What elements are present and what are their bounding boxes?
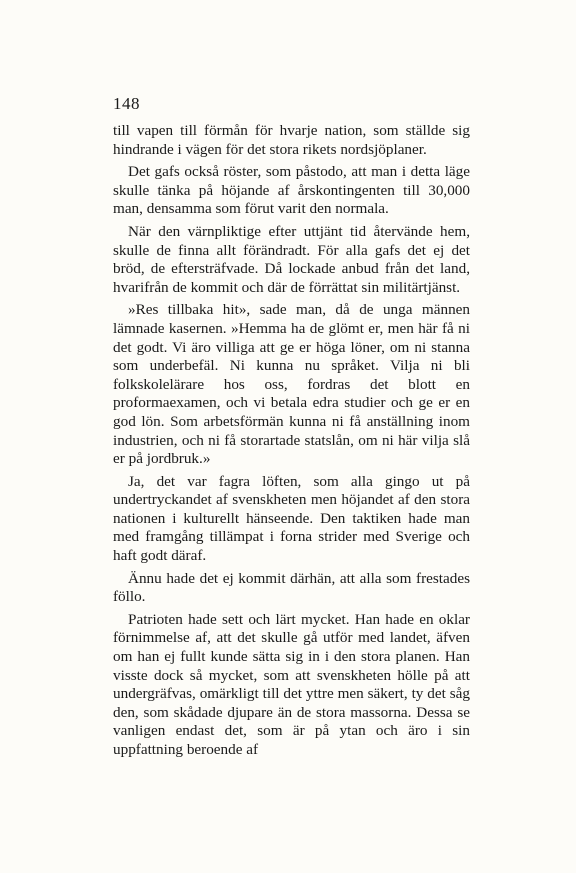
paragraph: Det gafs också röster, som påstodo, att man i detta läge skulle tänka på höjande af årskontingenten till 30,000 man, densamma som förut varit den normala. <box>113 163 470 218</box>
paragraph: Ja, det var fagra löften, som alla gingo ut på undertryckandet af svenskheten men höjandet af den stora nationen i kulturellt hänseende. Den taktiken hade man med framgång tillämpat i forna strider med Sverige och haft godt däraf. <box>113 472 470 565</box>
paragraph: Patrioten hade sett och lärt mycket. Han hade en oklar förnimmelse af, att det skulle gå utför med landet, äfven om han ej fullt kunde sätta sig in i den stora planen. Han visste dock så mycket, som att svenskheten hölle på att undergräfvas, omärkligt till det yttre men säkert, ty det såg den, som skådade djupare än de stora massorna. Dessa se vanligen endast det, som är på ytan och äro i sin uppfattning beroende af <box>113 610 470 758</box>
body-text <box>113 122 470 764</box>
paragraph: till vapen till förmån för hvarje nation, som ställde sig hindrande i vägen för det stora rikets nordsjöplaner. <box>113 122 470 158</box>
paragraph: När den värnpliktige efter uttjänt tid återvände hem, skulle de finna allt förändradt. För alla gafs det ej det bröd, de eftersträfvade. Då lockade anbud från det land, hvarifrån de kommit och där de förrättat sin militärtjänst. <box>113 222 470 296</box>
page-number: 148 <box>113 94 140 113</box>
paragraph: Ännu hade det ej kommit därhän, att alla som frestades föllo. <box>113 569 470 606</box>
paragraph: »Res tillbaka hit», sade man, då de unga männen lämnade kasernen. »Hemma ha de glömt er, men här få ni det godt. Vi äro villiga att ge er höga löner, om ni stanna som underbefäl. Ni kunna nu språket. Vilja ni bli folkskolelärare hos oss, fordras det blott en proformaexamen, och vi betala edra studier och ge er en god lön. Som arbetsförmän kunna ni få anställning inom industrien, och ni få storartade statslån, om ni här vilja slå er på jordbruk.» <box>113 301 470 468</box>
